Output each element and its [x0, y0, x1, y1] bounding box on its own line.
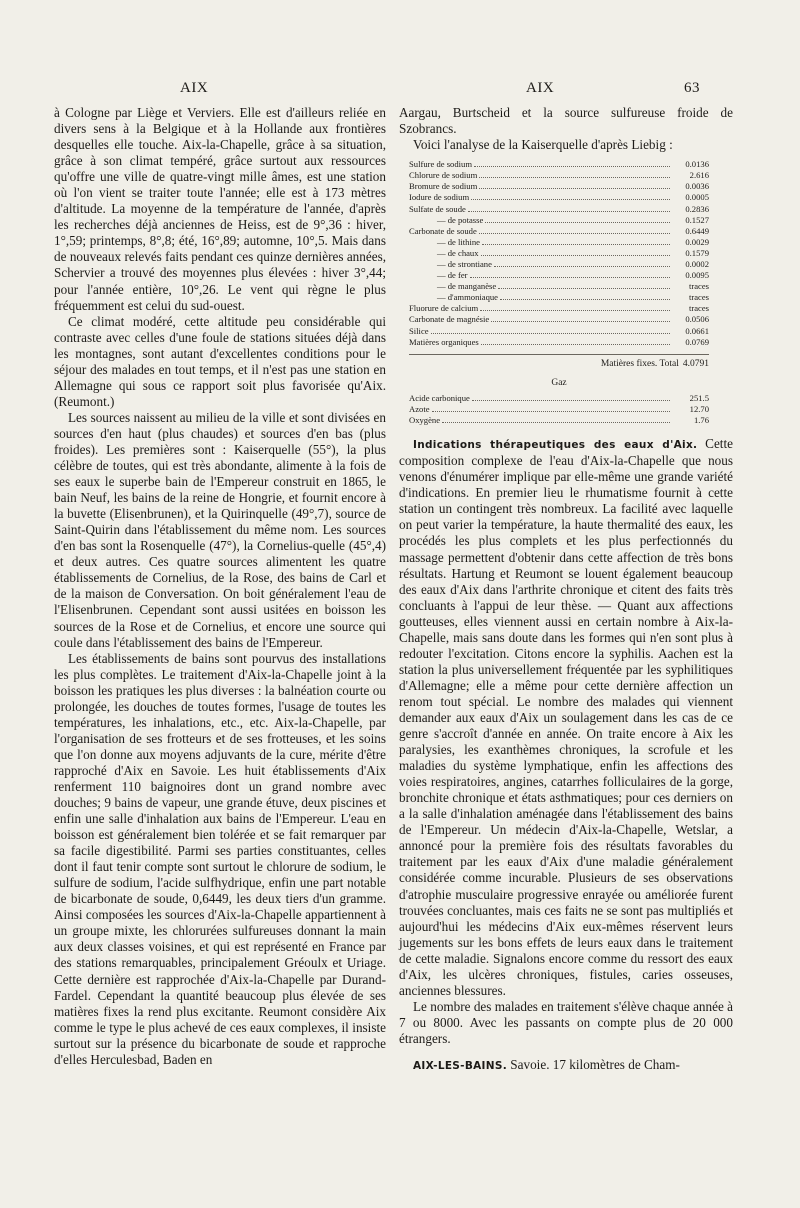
component-value: 2.616	[689, 170, 709, 181]
analysis-row	[409, 303, 709, 314]
leader-dots	[480, 310, 670, 311]
component-name: — de manganèse	[437, 281, 497, 292]
component-name: — d'ammoniaque	[437, 292, 498, 303]
component-value: 1.76	[693, 415, 709, 426]
leader-dots	[468, 211, 670, 212]
leader-dots	[470, 277, 670, 278]
analysis-row	[409, 314, 709, 325]
component-name: — de potasse	[437, 214, 484, 225]
component-value: 0.0036	[685, 181, 709, 192]
page-number: 63	[684, 80, 700, 96]
paragraph: Ce climat modéré, cette altitude peu considérable qui contraste avec celles d'une foule de stations situées déjà dans les montagnes, sont autant d'excellentes conditions pour le séjour des malades en tout temps, et il n'est pas une station en Allemagne qui sous ce rapport soit plus favorisée qu'Aix. (Reumont.)	[54, 313, 386, 409]
leader-dots	[494, 266, 670, 267]
leader-dots	[479, 233, 670, 234]
component-value: 0.0002	[685, 258, 709, 269]
component-name: Bromure de sodium	[409, 181, 478, 192]
analysis-row	[409, 159, 709, 170]
left-column	[54, 105, 386, 1068]
paragraph: à Cologne par Liège et Verviers. Elle est d'ailleurs reliée en divers sens à la Belgique et à la Hollande aux frontières desquelles elle touche. Aix-la-Chapelle, grâce à sa situation, grâce à son climat tempéré, grâce surtout aux ressources qu'offre une ville de quatre-vingt mille âmes, est une station où l'on vient se traiter toute l'année; elle est à 173 mètres d'altitude. La moyenne de la température de l'année, d'après les recherches déjà anciennes de Heiss, est de 9°,36 : hiver, 1°,59; printemps, 8°,8; été, 16°,89; automne, 10°,5. Mais dans de nouveaux relevés faits pendant ces quinze dernières années, Schervier a trouvé des moyennes plus élevées : hiver 3°,44; pour l'année entière, 10°,26. Le vent qui règne le plus fréquemment est celui du sud-ouest.	[54, 105, 386, 313]
component-value: 12.70	[689, 404, 709, 415]
analysis-row	[409, 215, 709, 226]
leader-dots	[479, 177, 670, 178]
left-running-title: AIX	[180, 80, 209, 96]
component-value: 0.0506	[685, 314, 709, 325]
analysis-intro: Voici l'analyse de la Kaiserquelle d'après Liebig :	[413, 137, 673, 153]
component-value: traces	[688, 303, 709, 314]
analysis-row	[409, 226, 709, 237]
aix-les-bains-text: Savoie. 17 kilomètres de Cham-	[510, 1056, 680, 1072]
gas-title: Gaz	[551, 377, 567, 388]
paragraph	[399, 1057, 733, 1074]
leader-dots	[472, 400, 670, 401]
component-value: 0.0136	[685, 159, 709, 170]
component-name: Silice	[409, 325, 429, 336]
paragraph: Aargau, Burtscheid et la source sulfureuse froide de Szobrancs.	[399, 105, 733, 137]
leader-dots	[485, 222, 670, 223]
component-name: Azote	[409, 404, 430, 415]
component-value: 0.1579	[685, 247, 709, 258]
component-value: 0.0769	[685, 336, 709, 347]
component-value: 0.0029	[685, 236, 709, 247]
component-name: Carbonate de magnésie	[409, 314, 490, 325]
analysis-row	[409, 259, 709, 270]
component-name: Sulfate de soude	[409, 203, 466, 214]
leader-dots	[491, 321, 670, 322]
analysis-row	[409, 337, 709, 348]
component-value: 0.2836	[685, 203, 709, 214]
analysis-row	[409, 270, 709, 281]
analysis-rows	[409, 159, 709, 348]
indications-text: Cette composition complexe de l'eau d'Aix-la-Chapelle que nous venons d'énumérer implique par elle-même une grande variété d'indications. En premier lieu le rhumatisme fournit à cette station un contingent très nombreux. La facilité avec laquelle on peut varier la température, la haute thermalité des eaux, les procédés les plus complets et les plus perfectionnés du massage permettent d'obtenir dans cette affection de très bons résultats. Hartung et Reumont se louent également beaucoup des eaux d'Aix dans l'arthrite chronique et citent des faits très concluants à l'appui de leur thèse. — Quant aux affections goutteuses, elles viennent aussi en certain nombre à Aix-la-Chapelle, mais sans doute dans les formes qui n'en sont plus à redouter l'excitation. Citons encore la syphilis. Aachen est la station la plus universellement fréquentée par les syphilitiques d'Allemagne; elle a même pour cette dernière affection un renom tout spécial. Le nombre des malades qui viennent demander aux eaux d'Aix un soulagement dans les cas de ce genre s'accroît d'année en année. On traite encore à Aix les paralysies, les exanthèmes chroniques, la scrofule et les maladies du système lymphatique, enfin les affections des voies respiratoires, angines, catarrhes folliculaires de la gorge, bronchite chronique et états asthmatiques; pour ces derniers on a la salle d'inhalation aménagée dans l'établissement des bains de l'Empereur. Un médecin d'Aix-la-Chapelle, Wetslar, a annoncé pour la première fois des résultats favorables du traitement par les eaux d'Aix d'une maladie généralement considérée comme incurable. Plusieurs de ses observations d'atrophie musculaire progressive enrayée ou améliorée furent trouvées concluantes, mais ces faits ne se sont pas multipliés et aujourd'hui les médecins d'Aix eux-mêmes réservent leurs jugements sur les bons effets de leurs eaux dans le traitement de cette maladie. Signalons encore comme du ressort des eaux d'Aix, les ulcères chroniques, fistules, caries osseuses, anciennes blessures.	[399, 436, 733, 998]
leader-dots	[482, 244, 670, 245]
paragraph	[399, 436, 733, 999]
analysis-row	[409, 393, 709, 404]
total-value: 4.0791	[682, 358, 709, 369]
component-name: — de chaux	[437, 247, 479, 258]
component-name: Chlorure de sodium	[409, 170, 478, 181]
leader-dots	[481, 344, 670, 345]
component-name: — de fer	[437, 270, 468, 281]
leader-dots	[442, 422, 670, 423]
analysis-row	[409, 281, 709, 292]
component-name: Acide carbonique	[409, 392, 470, 403]
leader-dots	[481, 255, 670, 256]
component-name: Sulfure de sodium	[409, 159, 473, 170]
component-name: Matières organiques	[409, 336, 479, 347]
component-name: — de lithine	[437, 236, 480, 247]
analysis-total	[409, 354, 709, 370]
leader-dots	[431, 333, 670, 334]
component-value: 0.0661	[685, 325, 709, 336]
right-running-title: AIX	[526, 80, 555, 96]
component-name: Oxygène	[409, 415, 441, 426]
leader-dots	[498, 288, 670, 289]
analysis-row	[409, 237, 709, 248]
component-value: 0.0095	[685, 270, 709, 281]
analysis-row	[409, 192, 709, 203]
component-name: — de strontiane	[437, 258, 492, 269]
analysis-row	[409, 415, 709, 426]
component-value: 251.5	[689, 392, 709, 403]
analysis-row	[409, 204, 709, 215]
leader-dots	[479, 188, 670, 189]
section-lead: AIX-LES-BAINS.	[413, 1059, 507, 1072]
analysis-row	[409, 404, 709, 415]
leader-dots	[500, 299, 670, 300]
component-name: Fluorure de calcium	[409, 303, 479, 314]
leader-dots	[474, 166, 670, 167]
analysis-table	[409, 159, 709, 426]
analysis-row	[409, 292, 709, 303]
gas-rows	[409, 393, 709, 426]
leader-dots	[471, 199, 670, 200]
component-value: 0.1527	[685, 214, 709, 225]
paragraph: Le nombre des malades en traitement s'élève chaque année à 7 ou 8000. Avec les passants on compte plus de 20 000 étrangers.	[399, 998, 733, 1046]
component-name: Iodure de sodium	[409, 192, 470, 203]
paragraph: Les sources naissent au milieu de la ville et sont divisées en sources d'en haut (plus chaudes) et sources d'en bas (plus froides). Les premières sont : Kaiserquelle (55°), la plus célèbre de toutes, qui est très abondante, alimente à la fois de ses eaux le superbe bain de l'Empereur construit en 1865, le bain Neuf, les bains de la reine de Hongrie, et fournit encore à la buvette (Elisenbrunen), et la Quirinquelle (49°,7), source de Saint-Quirin dans l'établissement du même nom. Les sources d'en bas sont la Rosenquelle (47°), la Cornelius-quelle (45°,4) et deux autres. Ces quatre sources alimentent les quatre établissements de Cornelius, de la Rose, des bains de Carl et de la maison de Conversation. On boit généralement l'eau de l'Elisenbrunen. Cependant sont aussi usitées en boisson les sources de la Rose et de Cornelius, et encore une source qui coule dans l'établissement des bains de l'Empereur.	[54, 409, 386, 650]
component-value: traces	[688, 292, 709, 303]
paragraph: Les établissements de bains sont pourvus des installations les plus complètes. Le traitement d'Aix-la-Chapelle joint à la boisson les pratiques les plus diverses : la balnéation courte ou prolongée, les douches de toutes formes, l'usage de toutes les températures, les inhalations, etc., etc. Aix-la-Chapelle, par l'organisation de ses frotteurs et de ses frotteuses, et les soins que l'on donne aux moyens adjuvants de la cure, mérite d'être rapproché d'Aix en Savoie. Les huit établissements d'Aix renferment 110 baignoires dont un grand nombre avec douches; 9 bains de vapeur, une grande étuve, deux piscines et enfin une salle d'inhalation aux bains de l'Empereur. L'eau en boisson est généralement bien tolérée et se fait remarquer par sa facile digestibilité. Parmi ses parties constituantes, celles dont il faut tenir compte sont surtout le chlorure de sodium, le sulfure de sodium, l'acide sulfhydrique, enfin une part notable de bicarbonate de soude, 0,6449, les deux tiers d'un gramme. Ainsi composées les sources d'Aix-la-Chapelle appartiennent à un groupe mixte, les chlorurées sulfureuses donnant la main aux deux classes voisines, et qui est représenté en France par des stations remarquables, principalement Gréoulx et Uriage. Cette dernière est rapprochée d'Aix-la-Chapelle par Durand-Fardel. Cependant la quantité beaucoup plus élevée de ses matières fixes la rend plus excitante. Reumont considère Aix comme le type le plus achevé de ces eaux complexes, il insiste surtout sur la présence du bicarbonate de soude et rapproche d'elles Herculesbad, Baden en	[54, 650, 386, 1067]
component-name: Carbonate de soude	[409, 225, 477, 236]
running-header	[0, 80, 800, 100]
total-label: Matières fixes. Total	[600, 358, 679, 369]
analysis-row	[409, 248, 709, 259]
component-value: 0.6449	[685, 225, 709, 236]
analysis-row	[409, 326, 709, 337]
leader-dots	[432, 411, 670, 412]
right-column	[399, 105, 733, 1074]
analysis-row	[409, 181, 709, 192]
analysis-row	[409, 170, 709, 181]
component-value: traces	[688, 281, 709, 292]
section-lead: Indications thérapeutiques des eaux d'Aix.	[413, 439, 698, 452]
component-value: 0.0005	[685, 192, 709, 203]
